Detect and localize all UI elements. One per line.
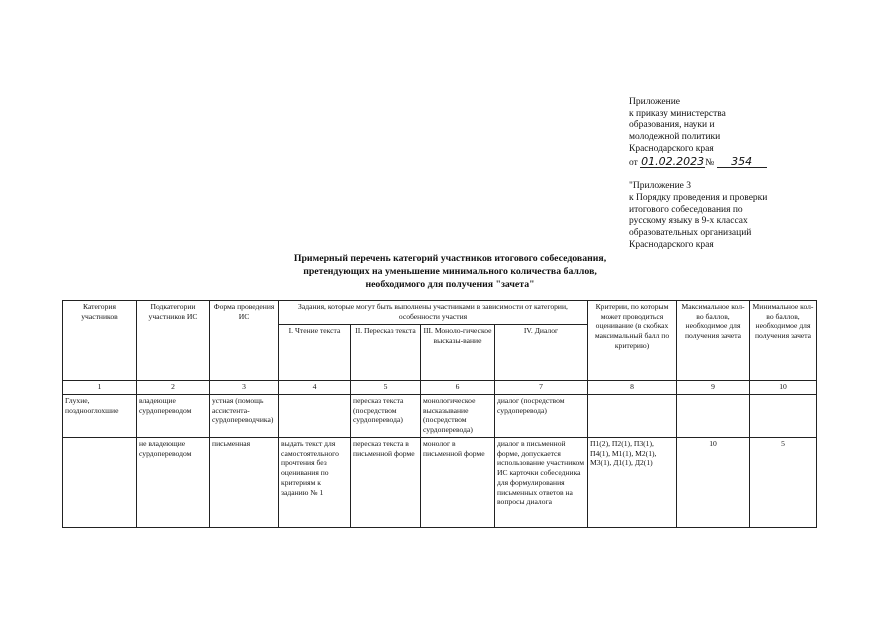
cell-task-retelling: пересказ текста в письменной форме (351, 438, 421, 528)
cell-category (63, 438, 137, 528)
cell-max-score: 10 (677, 438, 750, 528)
cell-task-monologue: монолог в письменной форме (421, 438, 495, 528)
cell-task-dialogue: диалог (посредством сурдоперевода) (495, 395, 588, 438)
column-number: 5 (351, 381, 421, 395)
header-task-retelling: II. Пересказ текста (351, 325, 421, 381)
cell-form: письменная (210, 438, 279, 528)
appendix-line: к приказу министерства (629, 108, 726, 119)
cell-task-monologue: монологическое высказывание (посредством сурдоперевода) (421, 395, 495, 438)
cell-criteria (588, 395, 677, 438)
column-number: 8 (588, 381, 677, 395)
title-line: необходимого для получения "зачета" (365, 279, 535, 290)
header-task-dialogue: IV. Диалог (495, 325, 588, 381)
date-prefix: от (629, 157, 638, 168)
reference-line: Краснодарского края (629, 239, 714, 250)
reference-line: образовательных организаций (629, 228, 752, 239)
column-number: 10 (750, 381, 817, 395)
cell-task-reading (279, 395, 351, 438)
table-row (63, 438, 817, 528)
order-number: 354 (717, 156, 767, 169)
column-number: 6 (421, 381, 495, 395)
title-line: претендующих на уменьшение минимального количества баллов, (303, 266, 597, 277)
header-task-reading: I. Чтение текста (279, 325, 351, 381)
cell-max-score (677, 395, 750, 438)
cell-task-reading: выдать текст для самостоятельного прочтения без оценивания по критериям к заданию № 1 (279, 438, 351, 528)
cell-subcategory: владеющие сурдопереводом (137, 395, 210, 438)
cell-task-retelling: пересказ текста (посредством сурдоперевода) (351, 395, 421, 438)
column-numbers-row (63, 381, 817, 395)
header-tasks-group: Задания, которые могут быть выполнены участниками в зависимости от категории, особенности участия (279, 301, 588, 325)
column-number: 2 (137, 381, 210, 395)
table-row (63, 395, 817, 438)
document-title (150, 252, 750, 291)
appendix-line: Краснодарского края (629, 143, 714, 154)
cell-min-score (750, 395, 817, 438)
appendix-line: молодежной политики (629, 132, 721, 143)
appendix-line: Приложение (629, 97, 680, 107)
order-date: 01.02.2023 (641, 154, 705, 168)
title-line: Примерный перечень категорий участников итогового собеседования, (293, 253, 607, 264)
cell-category: Глухие, позднооглохшие (63, 395, 137, 438)
reference-line: к Порядку проведения и проверки (629, 192, 768, 203)
cell-subcategory: не владеющие сурдопереводом (137, 438, 210, 528)
column-number: 4 (279, 381, 351, 395)
header-criteria: Критерии, по которым может проводиться оценивание (в скобках максимальный балл по критерию) (588, 301, 677, 381)
participants-table (62, 300, 817, 528)
header-max-score: Максимальное кол-во баллов, необходимое для получения зачета (677, 301, 750, 381)
appendix-line: образования, науки и (629, 120, 715, 131)
cell-form: устная (помощь ассистента-сурдопереводчика) (210, 395, 279, 438)
cell-task-dialogue: диалог в письменной форме, допускается использование участником ИС карточки собеседника для формулирования письменных ответов на вопросы диалога (495, 438, 588, 528)
appendix-block (629, 97, 869, 251)
header-subcategory: Подкатегории участников ИС (137, 301, 210, 381)
column-number: 9 (677, 381, 750, 395)
header-category: Категория участников (63, 301, 137, 381)
column-number: 7 (495, 381, 588, 395)
order-date-number-line (629, 156, 869, 170)
header-min-score: Минимальное кол-во баллов, необходимое для получения зачета (750, 301, 817, 381)
reference-line: русскому языку в 9-х классах (629, 216, 748, 227)
column-number: 3 (210, 381, 279, 395)
number-prefix: № (705, 157, 715, 168)
cell-min-score: 5 (750, 438, 817, 528)
column-number: 1 (63, 381, 137, 395)
reference-line: "Приложение 3 (629, 181, 691, 192)
cell-criteria: П1(2), П2(1), П3(1), П4(1), М1(1), М2(1), М3(1), Д1(1), Д2(1) (588, 438, 677, 528)
header-task-monologue: III. Моноло-гическое высказы-вание (421, 325, 495, 381)
reference-line: итогового собеседования по (629, 204, 743, 215)
header-form: Форма проведения ИС (210, 301, 279, 381)
